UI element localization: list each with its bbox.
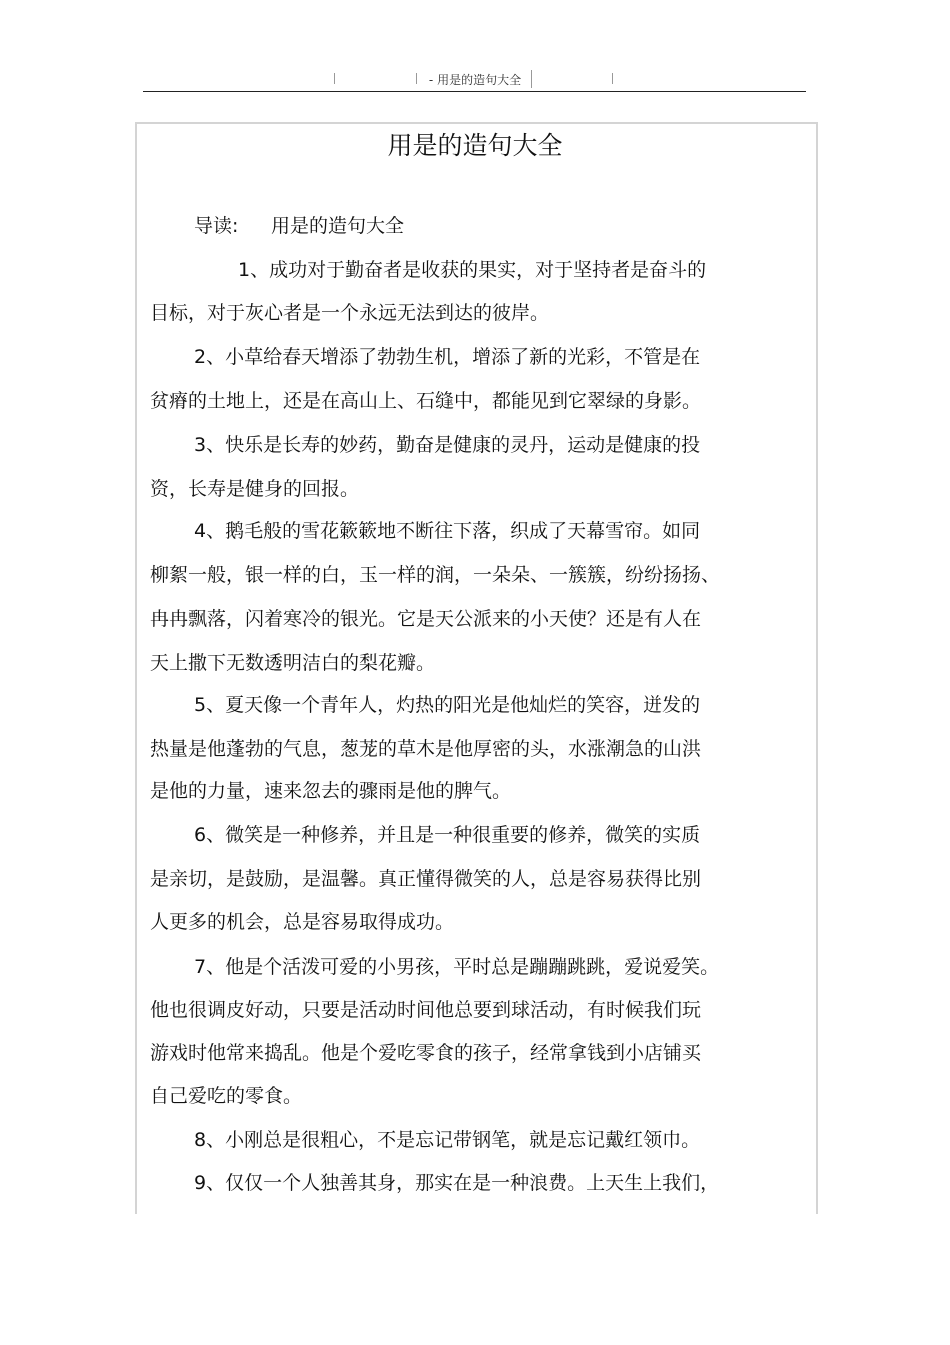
body-line: 7、他是个活泼可爱的小男孩，平时总是蹦蹦跳跳，爱说爱笑。 (194, 956, 720, 978)
body-line: 他也很调皮好动，只要是活动时间他总要到球活动，有时候我们玩 (150, 999, 702, 1021)
body-line: 是亲切，是鼓励，是温馨。真正懂得微笑的人，总是容易获得比别 (150, 868, 702, 890)
body-line: 目标，对于灰心者是一个永远无法到达的彼岸。 (150, 302, 550, 324)
intro-label: 导读: (194, 215, 239, 237)
body-line: 自己爱吃的零食。 (150, 1085, 303, 1107)
body-line: 2、小草给春天增添了勃勃生机，增添了新的光彩，不管是在 (194, 346, 701, 368)
body-line: 贫瘠的土地上，还是在高山上、石缝中，都能见到它翠绿的身影。 (150, 390, 702, 412)
header-tick (416, 73, 417, 84)
body-line: 天上撒下无数透明洁白的梨花瓣。 (150, 652, 436, 674)
body-line: 热量是他蓬勃的气息，葱茏的草木是他厚密的头，水涨潮急的山洪 (150, 738, 702, 760)
header-rule (143, 91, 806, 92)
running-header: - 用是的造句大全 (428, 73, 522, 87)
body-line: 6、微笑是一种修养，并且是一种很重要的修养，微笑的实质 (194, 824, 701, 846)
body-line: 资，长寿是健身的回报。 (150, 478, 360, 500)
intro-text: 用是的造句大全 (271, 215, 405, 237)
body-line: 柳絮一般，银一样的白，玉一样的润，一朵朵、一簇簇，纷纷扬扬、 (150, 564, 721, 586)
body-line: 4、鹅毛般的雪花簌簌地不断往下落，织成了天幕雪帘。如同 (194, 520, 701, 542)
body-line: 8、小刚总是很粗心，不是忘记带钢笔，就是忘记戴红领巾。 (194, 1129, 701, 1151)
document-title: 用是的造句大全 (387, 131, 563, 160)
body-line: 1、成功对于勤奋者是收获的果实，对于坚持者是奋斗的 (238, 259, 707, 281)
body-line: 3、快乐是长寿的妙药，勤奋是健康的灵丹，运动是健康的投 (194, 434, 701, 456)
header-tick (612, 73, 613, 84)
body-line: 5、夏天像一个青年人，灼热的阳光是他灿烂的笑容，迸发的 (194, 694, 701, 716)
header-tick (531, 70, 532, 88)
body-line: 人更多的机会，总是容易取得成功。 (150, 911, 455, 933)
body-line: 是他的力量，速来忽去的骤雨是他的脾气。 (150, 780, 512, 802)
body-line: 冉冉飘落，闪着寒冷的银光。它是天公派来的小天使？还是有人在 (150, 608, 702, 630)
body-line: 9、仅仅一个人独善其身，那实在是一种浪费。上天生上我们， (194, 1172, 720, 1194)
body-line: 游戏时他常来捣乱。他是个爱吃零食的孩子，经常拿钱到小店铺买 (150, 1042, 702, 1064)
header-tick (334, 73, 335, 84)
